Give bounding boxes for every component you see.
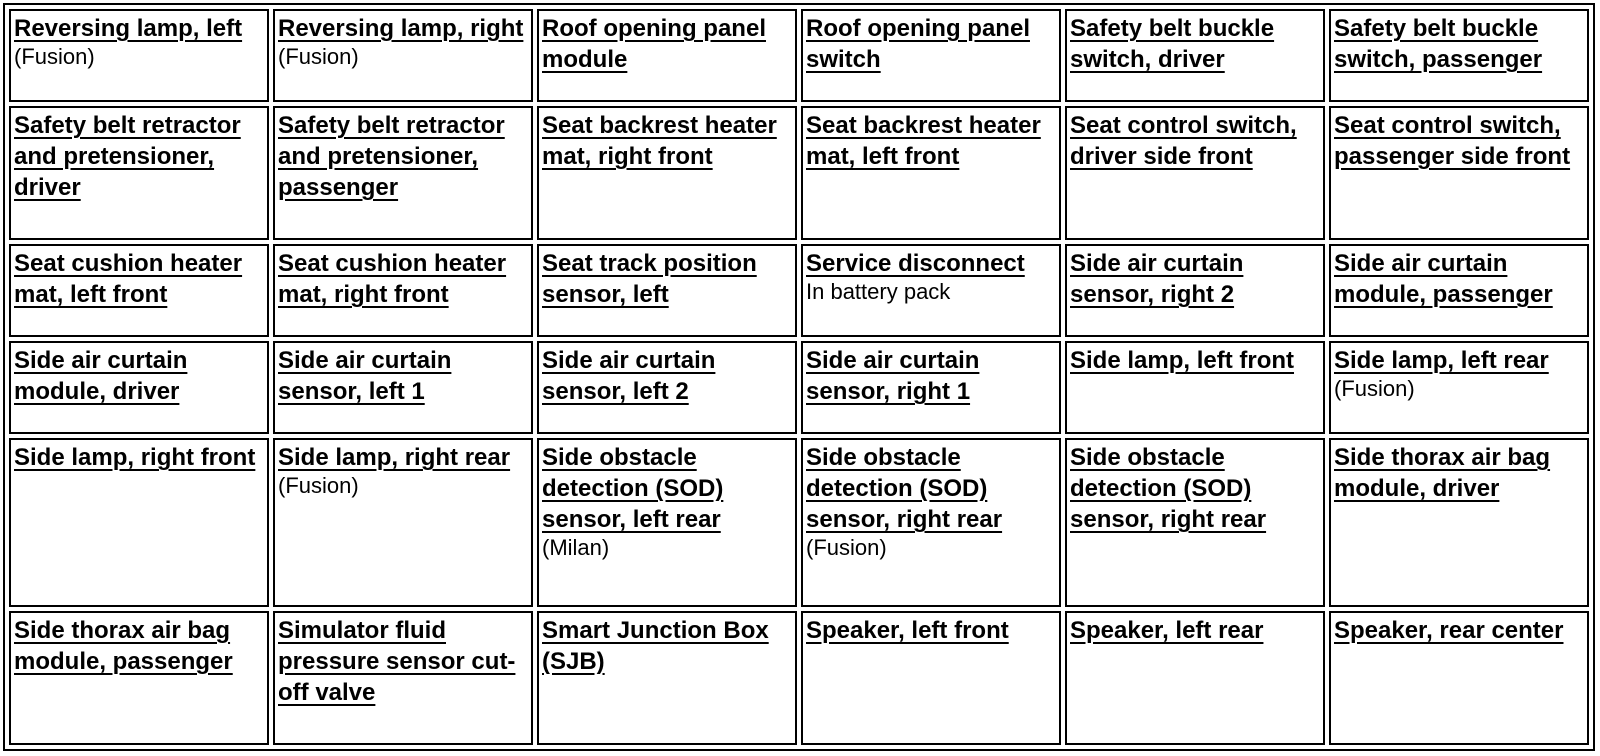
component-note: (Fusion) [1334, 376, 1415, 402]
component-link[interactable]: Side lamp, left rear [1334, 347, 1549, 375]
table-row [9, 341, 1589, 434]
component-link[interactable]: Seat track position sensor, left [542, 250, 757, 309]
component-link[interactable]: Seat backrest heater mat, left front [806, 111, 1041, 170]
component-link[interactable]: Safety belt retractor and pretensioner, driver [14, 111, 241, 201]
table-cell [537, 341, 797, 434]
component-link[interactable]: Side obstacle detection (SOD) sensor, right rear [806, 444, 1003, 534]
table-cell [273, 341, 533, 434]
component-link[interactable]: Side thorax air bag module, passenger [14, 616, 233, 675]
table-cell [1329, 341, 1589, 434]
table-cell [273, 244, 533, 337]
component-link[interactable]: Seat control switch, driver side front [1070, 111, 1297, 170]
component-link[interactable]: Side air curtain sensor, right 2 [1070, 250, 1244, 309]
component-link[interactable]: Roof opening panel module [542, 15, 766, 73]
table-cell [273, 438, 533, 607]
table-cell [9, 611, 269, 745]
component-link[interactable]: Safety belt retractor and pretensioner, passenger [278, 111, 505, 201]
table-cell [1329, 244, 1589, 337]
table-row [9, 438, 1589, 607]
component-link[interactable]: Reversing lamp, left [14, 15, 243, 42]
component-link[interactable]: Side air curtain module, driver [14, 347, 188, 406]
table-row [9, 9, 1589, 102]
component-note: (Fusion) [278, 473, 359, 499]
table-cell [537, 106, 797, 240]
component-link[interactable]: Side air curtain sensor, right 1 [806, 347, 980, 406]
table-cell [801, 106, 1061, 240]
component-link[interactable]: Smart Junction Box (SJB) [542, 616, 769, 675]
table-cell [801, 9, 1061, 102]
component-link[interactable]: Seat cushion heater mat, left front [14, 250, 243, 309]
component-link[interactable]: Roof opening panel switch [806, 15, 1030, 73]
component-link[interactable]: Reversing lamp, right [278, 15, 524, 42]
component-note: (Fusion) [278, 44, 359, 69]
table-cell [537, 9, 797, 102]
component-link[interactable]: Side air curtain sensor, left 2 [542, 347, 716, 406]
component-note: (Milan) [542, 535, 610, 561]
component-link[interactable]: Side obstacle detection (SOD) sensor, right rear [1070, 444, 1267, 534]
component-link[interactable]: Speaker, left front [806, 616, 1009, 644]
component-link[interactable]: Service disconnect [806, 250, 1025, 278]
component-link[interactable]: Safety belt buckle switch, driver [1070, 15, 1275, 73]
component-link[interactable]: Speaker, rear center [1334, 616, 1564, 644]
table-cell [1065, 438, 1325, 607]
table-cell [1065, 9, 1325, 102]
table-cell [273, 611, 533, 745]
table-cell [537, 438, 797, 607]
table-cell [9, 106, 269, 240]
table-row [9, 244, 1589, 337]
table-cell [1065, 611, 1325, 745]
table-cell [9, 244, 269, 337]
table-cell [537, 244, 797, 337]
component-note: (Fusion) [806, 535, 887, 561]
component-link[interactable]: Speaker, left rear [1070, 616, 1264, 644]
table-cell [801, 341, 1061, 434]
table-cell [1329, 438, 1589, 607]
table-row [9, 106, 1589, 240]
table-cell [273, 9, 533, 102]
table-cell [9, 9, 269, 102]
table-cell [273, 106, 533, 240]
component-link[interactable]: Side air curtain module, passenger [1334, 250, 1553, 309]
table-cell [1065, 244, 1325, 337]
component-link[interactable]: Side thorax air bag module, driver [1334, 444, 1551, 503]
component-link[interactable]: Seat control switch, passenger side front [1334, 111, 1571, 170]
table-cell [1329, 106, 1589, 240]
component-note: In battery pack [806, 279, 951, 305]
component-link[interactable]: Safety belt buckle switch, passenger [1334, 15, 1543, 73]
component-link[interactable]: Side obstacle detection (SOD) sensor, left rear [542, 444, 724, 534]
table-cell [1065, 106, 1325, 240]
component-link[interactable]: Simulator fluid pressure sensor cut-off valve [278, 616, 516, 706]
table-cell [801, 438, 1061, 607]
component-note: (Fusion) [14, 44, 95, 69]
table-cell [1329, 9, 1589, 102]
table-cell [1329, 611, 1589, 745]
component-link[interactable]: Seat cushion heater mat, right front [278, 250, 507, 309]
table-cell [9, 438, 269, 607]
table-cell [1065, 341, 1325, 434]
component-link[interactable]: Side air curtain sensor, left 1 [278, 347, 452, 406]
component-table [3, 3, 1595, 751]
component-index [3, 3, 1595, 751]
component-link[interactable]: Side lamp, left front [1070, 347, 1295, 375]
table-row [9, 611, 1589, 745]
component-link[interactable]: Seat backrest heater mat, right front [542, 111, 777, 170]
component-link[interactable]: Side lamp, right front [14, 444, 256, 472]
component-link[interactable]: Side lamp, right rear [278, 444, 511, 472]
table-cell [801, 244, 1061, 337]
table-cell [537, 611, 797, 745]
table-cell [801, 611, 1061, 745]
table-cell [9, 341, 269, 434]
